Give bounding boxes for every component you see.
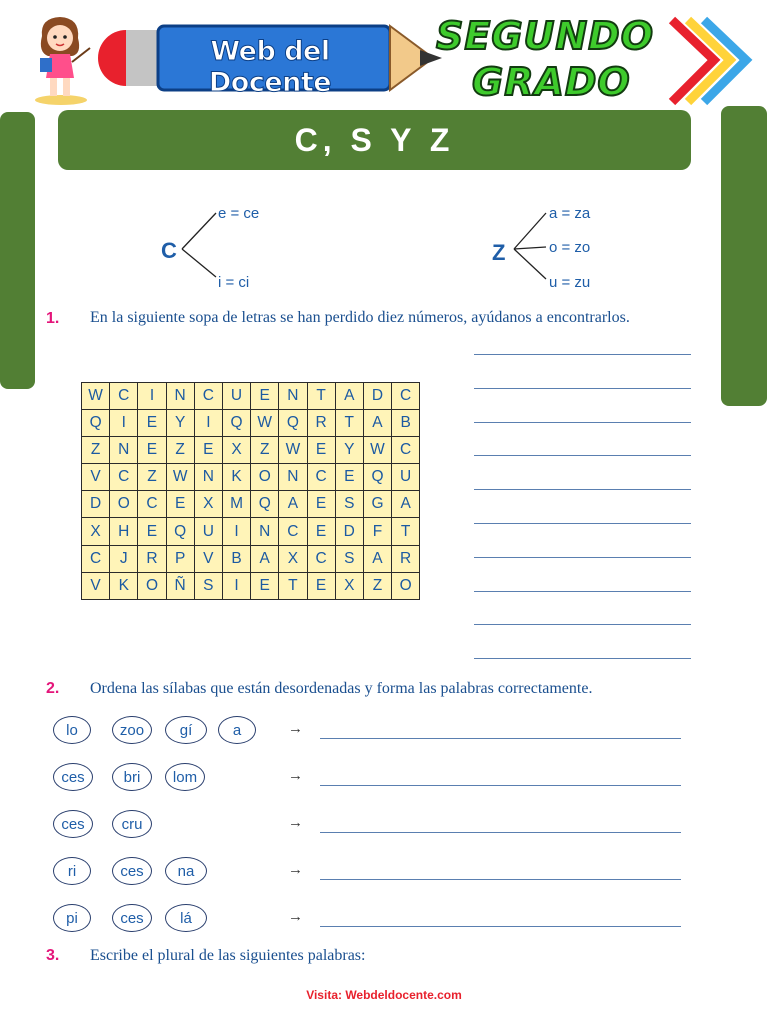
answer-line[interactable] (474, 354, 691, 355)
grid-cell[interactable]: W (363, 437, 391, 464)
answer-line[interactable] (474, 591, 691, 592)
grid-row (82, 572, 420, 599)
arrow-icon: → (288, 814, 303, 831)
grid-cell[interactable]: T (335, 410, 363, 437)
grid-cell[interactable]: C (110, 464, 138, 491)
footer-link[interactable]: Visita: Webdeldocente.com (306, 988, 462, 1002)
grid-cell[interactable]: I (194, 410, 222, 437)
answer-line[interactable] (474, 489, 691, 490)
grid-cell[interactable]: E (194, 437, 222, 464)
answer-line[interactable] (320, 879, 681, 880)
grid-cell[interactable]: W (251, 410, 279, 437)
grid-cell[interactable]: U (222, 383, 250, 410)
answer-line[interactable] (474, 388, 691, 389)
z-rule-item: a = za (549, 205, 591, 222)
grid-cell[interactable]: R (392, 545, 420, 572)
grid-cell[interactable]: Ñ (166, 572, 194, 599)
grid-cell[interactable]: F (363, 518, 391, 545)
grid-cell[interactable]: Z (363, 572, 391, 599)
syllable-bubble: zoo (112, 716, 152, 744)
syllable-bubble: a (218, 716, 256, 744)
c-rule-branches (180, 205, 220, 285)
grid-cell[interactable]: E (166, 491, 194, 518)
grid-cell[interactable]: S (335, 491, 363, 518)
grid-cell[interactable]: T (307, 383, 335, 410)
grid-cell[interactable]: B (392, 410, 420, 437)
syllable-bubble: lá (165, 904, 207, 932)
grid-cell[interactable]: N (110, 437, 138, 464)
grid-cell[interactable]: X (222, 437, 250, 464)
grid-cell[interactable]: E (307, 518, 335, 545)
logo-text: Web del Docente (208, 36, 332, 98)
grid-cell[interactable]: U (194, 518, 222, 545)
grid-cell[interactable]: E (138, 410, 166, 437)
grid-cell[interactable]: R (138, 545, 166, 572)
grid-cell[interactable]: H (110, 518, 138, 545)
grid-row (82, 437, 420, 464)
grid-cell[interactable]: D (363, 383, 391, 410)
grid-cell[interactable]: K (110, 572, 138, 599)
syllable-bubble: bri (112, 763, 152, 791)
c-rule-item: i = ci (218, 274, 250, 291)
grid-cell[interactable]: N (166, 383, 194, 410)
grid-cell[interactable]: I (138, 383, 166, 410)
grid-cell[interactable]: Z (82, 437, 110, 464)
grid-cell[interactable]: A (363, 410, 391, 437)
grid-cell[interactable]: E (251, 383, 279, 410)
grid-cell[interactable]: Y (166, 410, 194, 437)
grid-cell[interactable]: I (222, 572, 250, 599)
arrow-icon: → (288, 861, 303, 878)
grid-cell[interactable]: C (392, 437, 420, 464)
grid-cell[interactable]: W (82, 383, 110, 410)
grid-cell[interactable]: C (110, 383, 138, 410)
question-1-number: 1. (46, 310, 60, 327)
grade-line-1: SEGUNDO (436, 14, 655, 58)
grid-cell[interactable]: O (392, 572, 420, 599)
answer-line[interactable] (320, 832, 681, 833)
syllable-bubble: ces (53, 810, 93, 838)
syllable-bubble: ces (53, 763, 93, 791)
grid-row (82, 545, 420, 572)
grid-cell[interactable]: O (251, 464, 279, 491)
grid-cell[interactable]: C (138, 491, 166, 518)
grid-cell[interactable]: U (392, 464, 420, 491)
grid-cell[interactable]: N (194, 464, 222, 491)
grid-cell[interactable]: C (307, 545, 335, 572)
question-3-text: Escribe el plural de las siguientes palabras: (90, 947, 366, 964)
grid-row (82, 491, 420, 518)
syllable-bubble: pi (53, 904, 91, 932)
grade-badge (430, 12, 760, 107)
grid-cell[interactable]: S (194, 572, 222, 599)
z-rule-branches (510, 205, 550, 285)
answer-line[interactable] (474, 523, 691, 524)
grid-cell[interactable]: S (335, 545, 363, 572)
grid-cell[interactable]: X (279, 545, 307, 572)
syllable-bubble: lom (165, 763, 205, 791)
grid-cell[interactable]: A (279, 491, 307, 518)
arrow-icon: → (288, 908, 303, 925)
question-3-number: 3. (46, 947, 60, 964)
answer-line[interactable] (474, 658, 691, 659)
grid-cell[interactable]: C (82, 545, 110, 572)
answer-line[interactable] (474, 455, 691, 456)
syllable-bubble: gí (165, 716, 207, 744)
right-side-bar (721, 106, 767, 406)
grid-cell[interactable]: D (335, 518, 363, 545)
grid-cell[interactable]: Q (166, 518, 194, 545)
grid-cell[interactable]: A (363, 545, 391, 572)
grid-cell[interactable]: Q (363, 464, 391, 491)
grid-cell[interactable]: T (392, 518, 420, 545)
answer-line[interactable] (320, 926, 681, 927)
grid-cell[interactable]: E (307, 572, 335, 599)
grid-cell[interactable]: D (82, 491, 110, 518)
grid-cell[interactable]: X (82, 518, 110, 545)
c-rule-letter: C (161, 238, 177, 263)
grid-cell[interactable]: E (307, 491, 335, 518)
grid-cell[interactable]: N (251, 518, 279, 545)
grid-cell[interactable]: W (166, 464, 194, 491)
grid-cell[interactable]: Q (251, 491, 279, 518)
grid-cell[interactable]: Z (251, 437, 279, 464)
chevron-arrows-icon (662, 16, 762, 106)
syllable-bubble: ces (112, 904, 152, 932)
z-rule-letter: Z (492, 240, 506, 265)
question-2-text: Ordena las sílabas que están desordenadas y forma las palabras correctamente. (90, 680, 593, 697)
grid-cell[interactable]: E (138, 437, 166, 464)
grid-cell[interactable]: Z (166, 437, 194, 464)
answer-line[interactable] (320, 738, 681, 739)
grid-cell[interactable]: W (279, 437, 307, 464)
grid-cell[interactable]: A (335, 383, 363, 410)
grid-cell[interactable]: M (222, 491, 250, 518)
grid-cell[interactable]: T (279, 572, 307, 599)
syllable-bubble: ri (53, 857, 91, 885)
grid-cell[interactable]: Q (279, 410, 307, 437)
grid-row (82, 464, 420, 491)
syllable-bubble: cru (112, 810, 152, 838)
grid-cell[interactable]: C (279, 518, 307, 545)
grid-row (82, 518, 420, 545)
answer-line[interactable] (474, 422, 691, 423)
grid-cell[interactable]: G (363, 491, 391, 518)
arrow-icon: → (288, 767, 303, 784)
grid-cell[interactable]: C (307, 464, 335, 491)
grid-cell[interactable]: Y (335, 437, 363, 464)
grid-cell[interactable]: E (335, 464, 363, 491)
grade-line-2: GRADO (472, 60, 631, 104)
word-search-grid (81, 382, 420, 600)
grid-cell[interactable]: N (279, 464, 307, 491)
grid-cell[interactable]: O (138, 572, 166, 599)
page-title: C, S Y Z (58, 110, 691, 170)
grid-cell[interactable]: Q (222, 410, 250, 437)
grid-cell[interactable]: C (194, 383, 222, 410)
grid-cell[interactable]: E (251, 572, 279, 599)
question-2-number: 2. (46, 680, 60, 697)
grid-cell[interactable]: Z (138, 464, 166, 491)
grid-cell[interactable]: V (82, 464, 110, 491)
grid-cell[interactable]: A (251, 545, 279, 572)
grid-cell[interactable]: E (307, 437, 335, 464)
syllable-bubble: ces (112, 857, 152, 885)
grid-cell[interactable]: K (222, 464, 250, 491)
arrow-icon: → (288, 720, 303, 737)
syllable-bubble: na (165, 857, 207, 885)
grid-cell[interactable]: J (110, 545, 138, 572)
grid-cell[interactable]: Q (82, 410, 110, 437)
left-side-bar (0, 112, 35, 389)
z-rule-item: o = zo (549, 239, 591, 256)
answer-line[interactable] (474, 557, 691, 558)
grid-cell[interactable]: C (392, 383, 420, 410)
grid-cell[interactable]: V (82, 572, 110, 599)
grid-cell[interactable]: V (194, 545, 222, 572)
grid-cell[interactable]: N (279, 383, 307, 410)
grid-cell[interactable]: O (110, 491, 138, 518)
syllable-bubble: lo (53, 716, 91, 744)
grid-cell[interactable]: I (110, 410, 138, 437)
question-1-text: En la siguiente sopa de letras se han perdido diez números, ayúdanos a encontrarlos. (90, 309, 630, 326)
grid-row (82, 383, 420, 410)
grid-cell[interactable]: R (307, 410, 335, 437)
z-rule-item: u = zu (549, 274, 591, 291)
c-rule-item: e = ce (218, 205, 260, 222)
grid-cell[interactable]: P (166, 545, 194, 572)
grid-cell[interactable]: A (392, 491, 420, 518)
grid-cell[interactable]: I (222, 518, 250, 545)
grid-cell[interactable]: X (194, 491, 222, 518)
teacher-illustration (28, 14, 94, 106)
grid-row (82, 410, 420, 437)
answer-line[interactable] (474, 624, 691, 625)
grid-cell[interactable]: E (138, 518, 166, 545)
grid-cell[interactable]: B (222, 545, 250, 572)
grid-cell[interactable]: X (335, 572, 363, 599)
answer-line[interactable] (320, 785, 681, 786)
